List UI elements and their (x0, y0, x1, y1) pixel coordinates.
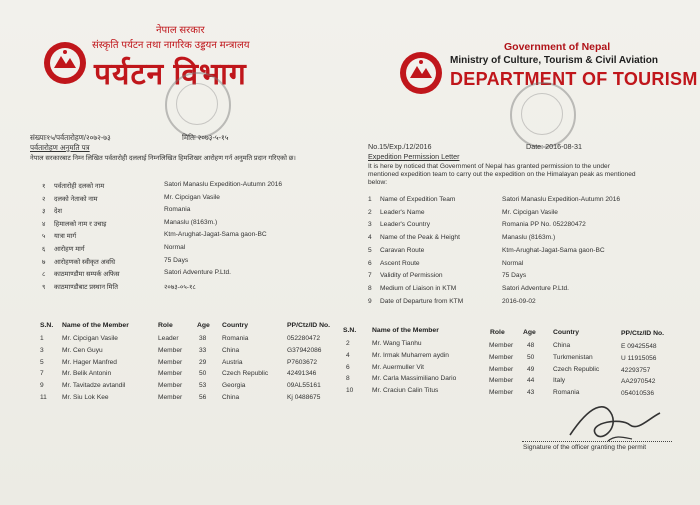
nepali-subject: पर्वतारोहण अनुमति पत्र (30, 143, 90, 152)
col-header-country-left: Country (222, 322, 249, 329)
nepali-ministry-label: संस्कृति पर्यटन तथा नागरिक उड्डयन मन्त्रालय (92, 40, 250, 51)
english-row-number: 1 (368, 196, 372, 203)
member-sn: 5 (40, 358, 44, 366)
english-row-number: 5 (368, 246, 372, 254)
english-row-value: Satori Adventure P.Ltd. (502, 284, 569, 292)
member-sn: 6 (346, 363, 350, 371)
english-row-value: Mr. Cipcigan Vasile (502, 208, 558, 216)
english-row-label: Date of Departure from KTM (380, 297, 464, 305)
english-row-label: Medium of Liaison in KTM (380, 284, 457, 292)
col-header-country-right: Country (553, 329, 580, 336)
nepali-row-value: Romania (164, 206, 191, 214)
member-pp: 054010536 (621, 390, 655, 398)
english-row-number: 9 (368, 297, 372, 305)
nepali-row-number: ३ (42, 208, 46, 216)
english-row-value: Ktm-Arughat-Jagat-Sama gaon-BC (502, 246, 605, 254)
col-header-name-left: Name of the Member (62, 322, 129, 329)
english-row-number: 7 (368, 272, 372, 280)
member-role: Leader (158, 335, 179, 342)
member-country: Romania (553, 389, 580, 397)
member-age: 38 (199, 335, 207, 342)
member-pp: 42491346 (287, 370, 317, 378)
member-pp: P7603672 (287, 358, 318, 366)
nepali-row-label: यात्रा मार्ग (54, 233, 77, 241)
english-row-number: 2 (368, 208, 372, 216)
col-header-role-left: Role (158, 322, 173, 329)
member-sn: 2 (346, 340, 350, 347)
nepali-row-number: ४ (42, 220, 46, 228)
english-row-label: Leader's Name (380, 208, 425, 216)
member-name: Mr. Cipcigan Vasile (62, 335, 118, 342)
nepali-row-value: Satori Manaslu Expedition-Autumn 2016 (164, 181, 283, 188)
english-ref-number: No.15/Exp./12/2016 (368, 142, 432, 151)
member-name: Mr. Hager Manfred (62, 358, 117, 366)
member-age: 53 (199, 382, 207, 390)
nepali-row-label: आरोहण मार्ग (54, 246, 85, 253)
english-row-value: Normal (502, 259, 524, 267)
member-role: Member (489, 353, 514, 361)
member-country: Austria (222, 358, 243, 366)
member-pp: U 11915056 (621, 354, 657, 362)
english-date: Date: 2016-08-31 (526, 142, 582, 151)
member-role: Member (158, 358, 183, 366)
nepali-row-label: काठमाण्डौमा सम्पर्क अफिस (54, 271, 120, 279)
member-name: Mr. Carla Massimiliano Dario (372, 375, 457, 383)
member-pp: 42293757 (621, 366, 651, 374)
english-intro-line1: It is here by noticed that Government of Nepal has granted permission to the under (368, 163, 610, 170)
member-age: 44 (527, 377, 535, 385)
member-age: 50 (199, 370, 207, 378)
member-pp: 052280472 (287, 335, 321, 342)
nepali-row-value: Manaslu (8163m.) (164, 218, 218, 226)
member-pp: G37942086 (287, 346, 322, 354)
member-role: Member (489, 365, 514, 373)
english-row-value: Romania PP No. 052280472 (502, 221, 586, 229)
english-row-label: Leader's Country (380, 221, 431, 229)
official-stamp-left-inner (176, 83, 218, 125)
nepali-row-value: Ktm-Arughat-Jagat-Sama gaon-BC (164, 231, 267, 239)
member-name: Mr. Wang Tianhu (372, 340, 422, 347)
member-country: China (553, 342, 571, 349)
member-country: China (222, 346, 240, 354)
nepali-gov-label: नेपाल सरकार (156, 25, 205, 36)
member-pp: Kj 0488675 (287, 394, 321, 401)
col-header-sn-left: S.N. (40, 322, 54, 329)
nepal-emblem-right-icon (398, 50, 444, 96)
english-row-label: Name of Expedition Team (380, 196, 456, 203)
member-sn: 4 (346, 351, 350, 359)
nepali-row-label: आरोहणको स्वीकृत अवधि (54, 258, 116, 266)
english-row-label: Ascent Route (380, 259, 420, 267)
member-pp: AA2970542 (621, 378, 656, 386)
english-subject: Expedition Permission Letter (368, 152, 460, 161)
member-country: Italy (553, 377, 566, 385)
col-header-pp-right: PP/Ctz/ID No. (621, 330, 665, 337)
nepali-row-label: हिमालको नाम र उचाइ (54, 220, 107, 228)
member-name: Mr. Cen Guyu (62, 346, 103, 354)
member-name: Mr. Craciun Calin Titus (372, 387, 439, 395)
member-sn: 3 (40, 346, 44, 354)
nepali-row-value: २०७३-०५-१८ (164, 283, 196, 291)
member-name: Mr. Irmak Muharrem aydin (372, 351, 449, 359)
nepali-row-number: ७ (42, 258, 46, 266)
english-row-value: Manaslu (8163m.) (502, 234, 556, 242)
member-country: Czech Republic (222, 370, 269, 378)
english-department-title: DEPARTMENT OF TOURISM (450, 69, 698, 89)
member-role: Member (489, 342, 514, 349)
english-row-number: 6 (368, 259, 372, 267)
col-header-role-right: Role (490, 329, 505, 336)
member-sn: 11 (40, 394, 47, 401)
nepali-row-value: 75 Days (164, 256, 189, 264)
nepali-ref-number: संख्याः१५/पर्वतारोहण/२०७२-७३ (30, 133, 111, 142)
member-age: 56 (199, 394, 207, 401)
member-age: 49 (527, 365, 535, 373)
col-header-sn-right: S.N. (343, 327, 357, 334)
member-sn: 9 (40, 382, 44, 390)
english-intro-line3: below: (368, 179, 388, 186)
member-pp: 09AL55161 (287, 382, 321, 390)
official-stamp-right-inner (521, 93, 563, 135)
col-header-pp-left: PP/Ctz/ID No. (287, 322, 331, 329)
nepali-row-number: ६ (42, 246, 46, 253)
member-role: Member (489, 377, 514, 385)
nepali-row-value: Satori Adventure P.Ltd. (164, 269, 231, 277)
english-row-number: 4 (368, 234, 372, 242)
signature-line (522, 441, 672, 442)
nepali-row-number: १ (42, 183, 46, 190)
nepali-row-label: दलको नेताको नाम (54, 195, 98, 203)
member-name: Mr. Tavitadze avtandil (62, 382, 126, 390)
nepali-row-label: काठमाण्डौबाट प्रस्थान मिति (54, 283, 118, 291)
col-header-name-right: Name of the Member (372, 327, 439, 334)
nepal-emblem-left-icon (42, 40, 88, 86)
nepali-row-value: Normal (164, 244, 186, 251)
member-sn: 7 (40, 370, 44, 378)
nepali-department-title: पर्यटन विभाग (94, 58, 247, 91)
english-row-number: 8 (368, 284, 372, 292)
english-row-value: Satori Manaslu Expedition-Autumn 2016 (502, 196, 621, 203)
member-name: Mr. Siu Lok Kee (62, 394, 109, 401)
signature-caption: Signature of the officer granting the permit (523, 444, 647, 451)
nepali-row-number: २ (42, 195, 46, 203)
member-role: Member (158, 346, 183, 354)
english-row-number: 3 (368, 221, 372, 229)
member-country: Romania (222, 335, 249, 342)
member-country: Turkmenistan (553, 353, 593, 361)
nepali-date: मितिः २०७३-५-१५ (182, 133, 229, 142)
member-age: 43 (527, 389, 535, 397)
member-role: Member (158, 382, 183, 390)
col-header-age-right: Age (523, 329, 536, 336)
english-gov-label: Government of Nepal (504, 41, 611, 53)
nepali-row-number: ८ (42, 271, 46, 279)
nepali-row-number: ५ (42, 233, 46, 241)
english-ministry-label: Ministry of Culture, Tourism & Civil Aviation (450, 55, 658, 66)
member-name: Mr. Auermuller Vit (372, 363, 424, 371)
member-country: China (222, 394, 240, 401)
member-country: Czech Republic (553, 365, 600, 373)
member-age: 29 (199, 358, 207, 366)
nepali-row-number: ९ (42, 283, 46, 291)
member-sn: 1 (40, 335, 44, 342)
member-sn: 10 (346, 387, 354, 395)
english-row-value: 75 Days (502, 272, 527, 280)
member-role: Member (158, 394, 183, 401)
english-intro-line2: mentioned expedition team to carry out the expedition on the Himalayan peak as mentioned (368, 171, 636, 178)
nepali-row-label: पर्वतारोही दलको नाम (54, 183, 105, 190)
member-role: Member (489, 389, 514, 397)
member-name: Mr. Belik Antonin (62, 370, 112, 378)
member-pp: E 09425548 (621, 343, 657, 350)
member-age: 48 (527, 342, 535, 349)
english-row-value: 2016-09-02 (502, 297, 536, 305)
member-role: Member (158, 370, 183, 378)
member-age: 50 (527, 353, 535, 361)
english-row-label: Name of the Peak & Height (380, 234, 460, 242)
member-sn: 8 (346, 375, 350, 383)
member-country: Georgia (222, 382, 246, 390)
member-age: 33 (199, 346, 207, 354)
english-row-label: Validity of Permission (380, 272, 443, 280)
nepali-row-label: देश (54, 208, 62, 216)
english-row-label: Caravan Route (380, 246, 425, 254)
nepali-intro: नेपाल सरकारबाट निम्न लिखित पर्वतारोही दललाई निम्नलिखित हिमशिखर आरोहण गर्न अनुमति प्रदान गरिएको छ। (30, 155, 296, 162)
nepali-row-value: Mr. Cipcigan Vasile (164, 193, 220, 201)
col-header-age-left: Age (197, 322, 210, 329)
